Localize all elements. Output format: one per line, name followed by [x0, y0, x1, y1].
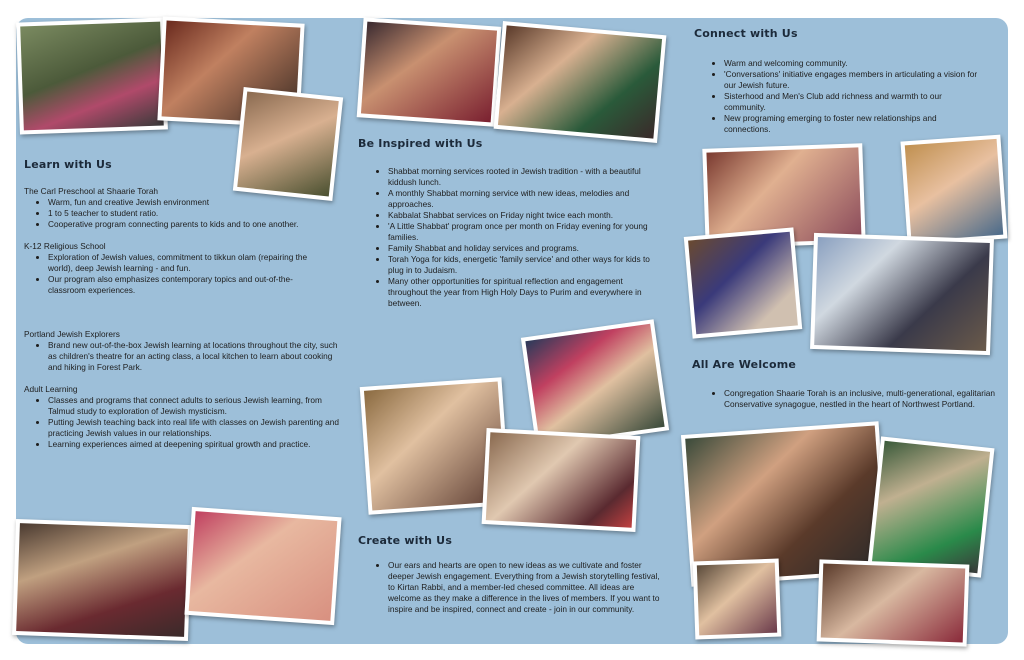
list-item: • Our ears and hearts are open to new ideas as we cultivate and foster deeper Jewish engagement. Everything from a Jewish storytelling festival, to Kirtan Rabbi, and a member-led chesed committee. All ideas are welcome as they make a difference in the lives of members. If you want to inspire and be inspired, connect and create - join in our community.: [388, 560, 666, 615]
list-item: • Shabbat morning services rooted in Jewish tradition - with a beautiful kiddush lunch.: [388, 166, 664, 188]
list-item: • Kabbalat Shabbat services on Friday night twice each month.: [388, 210, 664, 221]
list-item: • Family Shabbat and holiday services and programs.: [388, 243, 664, 254]
inspired-section: [364, 166, 664, 309]
list-item: • Our program also emphasizes contemporary topics and out-of-the-classroom experiences.: [48, 274, 318, 296]
welcome-list: [700, 388, 1000, 410]
connect-title: Connect with Us: [694, 27, 798, 40]
welcome-section: [700, 388, 1000, 410]
learn-title: Learn with Us: [24, 158, 112, 171]
explorers-list: [24, 340, 344, 373]
inspired-list: [364, 166, 664, 309]
list-item: • 'A Little Shabbat' program once per month on Friday evening for young families.: [388, 221, 664, 243]
photo-selfie-beanie: [521, 319, 669, 449]
list-item: • Warm and welcoming community.: [724, 58, 990, 69]
religious-school-heading: K-12 Religious School: [24, 241, 106, 251]
photo-family-cake: [482, 428, 641, 532]
photo-boy-glasses: [900, 135, 1007, 246]
create-section: [364, 560, 666, 615]
list-item: • A monthly Shabbat morning service with new ideas, melodies and approaches.: [388, 188, 664, 210]
welcome-title: All Are Welcome: [692, 358, 797, 371]
photo-man-cooking: [684, 227, 802, 338]
learn-section: [24, 186, 344, 450]
list-item: • Many other opportunities for spiritual reflection and engagement throughout the year from High Holy Days to Purim and everywhere in between.: [388, 276, 664, 309]
list-item: • Cooperative program connecting parents to kids and to one another.: [48, 219, 308, 230]
photo-toddler-green: [868, 436, 995, 577]
photo-child-face: [184, 507, 341, 625]
list-item: • 1 to 5 teacher to student ratio.: [48, 208, 344, 219]
create-title: Create with Us: [358, 534, 453, 547]
list-item: • Putting Jewish teaching back into real life with classes on Jewish parenting and practicing Jewish values in our relationships.: [48, 417, 344, 439]
list-item: • Learning experiences aimed at deepening spiritual growth and practice.: [48, 439, 318, 450]
religious-school-list: [24, 252, 344, 296]
create-list: [364, 560, 666, 615]
list-item: • Sisterhood and Men's Club add richness and warmth to our community.: [724, 91, 964, 113]
photo-teens-group: [494, 21, 667, 143]
photo-hug: [233, 87, 343, 201]
list-item: • New programing emerging to foster new relationships and connections.: [724, 113, 974, 135]
photo-congregation-hands: [12, 519, 192, 641]
list-item: • Congregation Shaarie Torah is an inclusive, multi-generational, egalitarian Conservative synagogue, nestled in the heart of Northwest Portland.: [724, 388, 1000, 410]
list-item: • Torah Yoga for kids, energetic 'family service' and other ways for kids to plug in to Judaism.: [388, 254, 664, 276]
photo-adults-laughing: [357, 17, 502, 126]
preschool-heading: The Carl Preschool at Shaarie Torah: [24, 186, 159, 196]
list-item: • Warm, fun and creative Jewish environment: [48, 197, 344, 208]
list-item: • Exploration of Jewish values, commitment to tikkun olam (repairing the world), deep Jewish learning - and fun.: [48, 252, 328, 274]
inspired-title: Be Inspired with Us: [358, 137, 483, 150]
list-item: • Classes and programs that connect adults to serious Jewish learning, from Talmud study to exploration of Jewish mysticism.: [48, 395, 344, 417]
adult-learning-heading: Adult Learning: [24, 384, 78, 394]
connect-section: [700, 58, 990, 135]
photo-kids-playground: [16, 17, 168, 134]
adult-learning-list: [24, 395, 344, 450]
photo-older-couple: [817, 559, 970, 646]
list-item: • 'Conversations' initiative engages members in articulating a vision for our Jewish future.: [724, 69, 990, 91]
photo-two-women: [693, 559, 782, 640]
photo-friends-outdoors: [810, 233, 994, 355]
list-item: • Brand new out-of-the-box Jewish learning at locations throughout the city, such as children's theatre for an acting class, a local kitchen to learn about cooking and hiking in Forest Park.: [48, 340, 344, 373]
connect-list: [700, 58, 990, 135]
explorers-heading: Portland Jewish Explorers: [24, 329, 120, 339]
preschool-list: [24, 197, 344, 230]
